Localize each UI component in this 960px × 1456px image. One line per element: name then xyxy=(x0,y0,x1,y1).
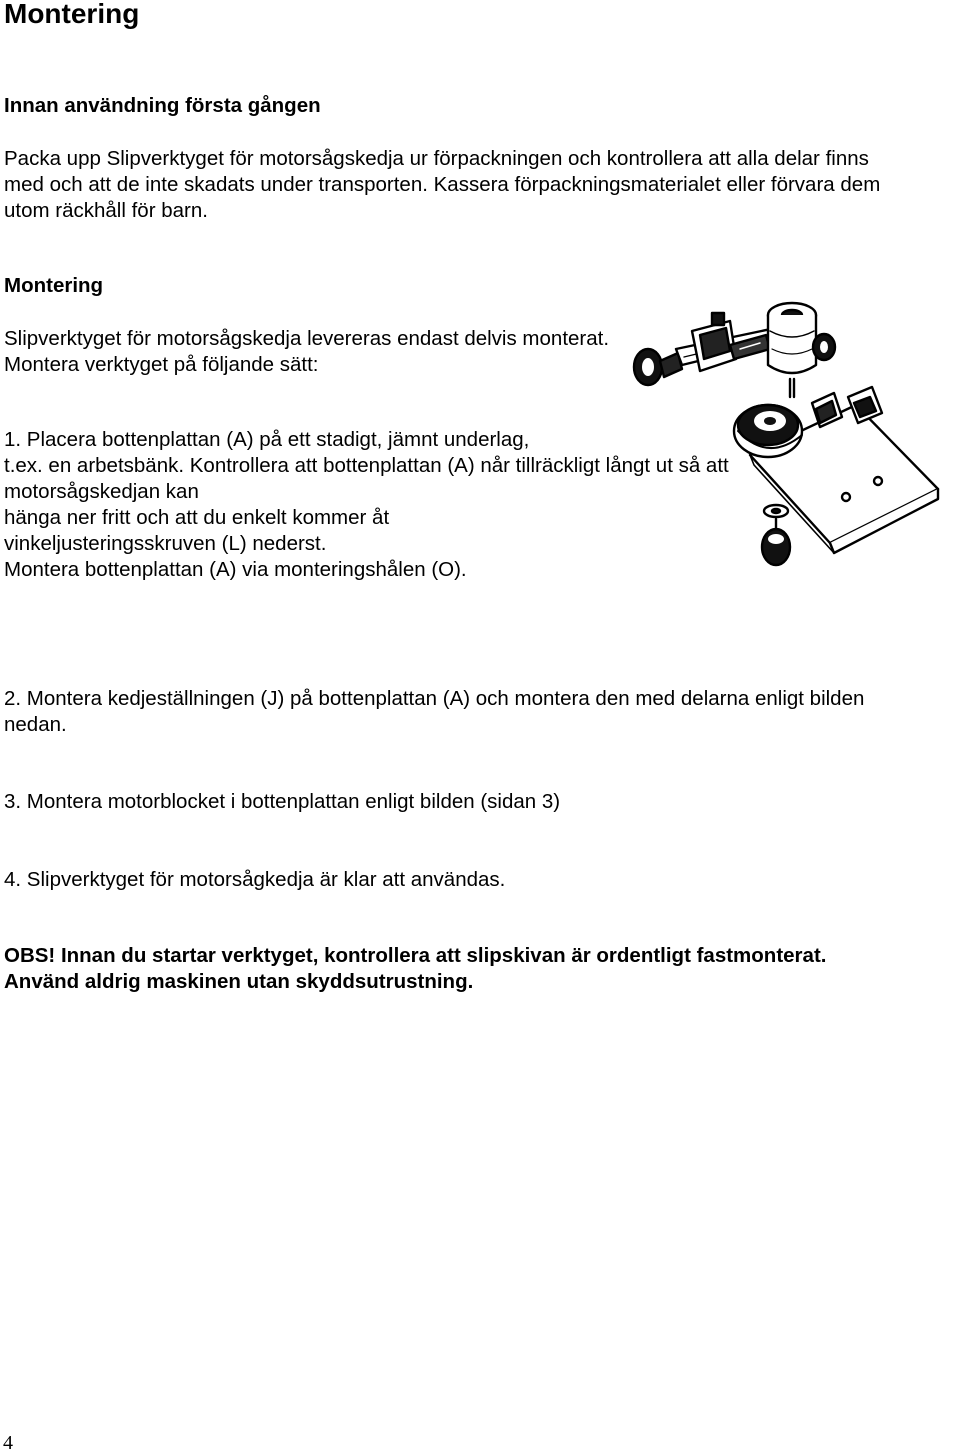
step1-line: motorsågskedjan kan xyxy=(4,480,199,503)
section-heading-assembly: Montering xyxy=(4,274,104,297)
step2-line: nedan. xyxy=(4,713,67,736)
step3-text: 3. Montera motorblocket i bottenplattan enligt bilden (sidan 3) xyxy=(4,790,561,813)
warning-text: Innan du startar verktyget, kontrollera att slipskivan är ordentligt fastmonterat. xyxy=(55,944,827,967)
warning-line-1 xyxy=(4,943,826,969)
page-title: Montering xyxy=(4,0,140,29)
step1-line: vinkeljusteringsskruven (L) nederst. xyxy=(4,532,327,555)
assembly-intro-line: Montera verktyget på följande sätt: xyxy=(4,353,319,376)
step1-line: hänga ner fritt och att du enkelt kommer åt xyxy=(4,506,390,529)
page-number: 4 xyxy=(3,1432,13,1454)
first-use-line: med och att de inte skadats under transporten. Kassera förpackningsmaterialet eller förvara dem xyxy=(4,173,881,196)
warning-label: OBS! xyxy=(4,944,56,967)
section-heading-first-use: Innan användning första gången xyxy=(4,94,321,117)
step1-line: Montera bottenplattan (A) via monteringshålen (O). xyxy=(4,558,467,581)
first-use-line: Packa upp Slipverktyget för motorsågskedja ur förpackningen och kontrollera att alla delar finns xyxy=(4,147,869,170)
base-plate-illustration xyxy=(734,387,938,565)
step4-text: 4. Slipverktyget för motorsågkedja är klar att användas. xyxy=(4,868,506,891)
step1-line: t.ex. en arbetsbänk. Kontrollera att bottenplattan (A) når tillräckligt långt ut så att xyxy=(4,454,729,477)
sharpener-illustration xyxy=(620,285,940,585)
motor-head-illustration xyxy=(634,303,835,397)
first-use-line: utom räckhåll för barn. xyxy=(4,199,208,222)
assembly-intro-line: Slipverktyget för motorsågskedja levereras endast delvis monterat. xyxy=(4,327,610,350)
warning-line-2: Använd aldrig maskinen utan skyddsutrustning. xyxy=(4,970,474,993)
step2-line: 2. Montera kedjeställningen (J) på bottenplattan (A) och montera den med delarna enligt bilden xyxy=(4,687,865,710)
step1-line: 1. Placera bottenplattan (A) på ett stadigt, jämnt underlag, xyxy=(4,428,530,451)
